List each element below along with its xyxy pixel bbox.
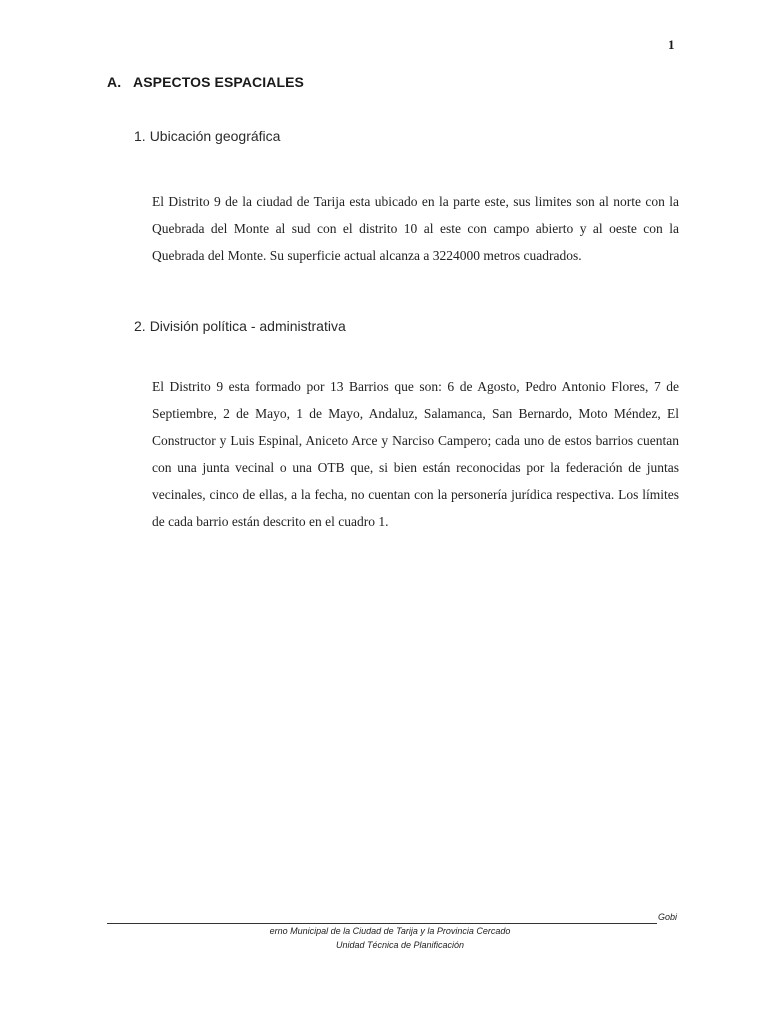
footer-rule bbox=[107, 923, 657, 924]
subheading-division bbox=[134, 318, 346, 334]
section-title: ASPECTOS ESPACIALES bbox=[133, 74, 304, 90]
subheading-ubicacion bbox=[134, 128, 280, 144]
paragraph-ubicacion: El Distrito 9 de la ciudad de Tarija esta ubicado en la parte este, sus limites son al norte con la Quebrada del Monte al sud con el distrito 10 al este con campo abierto y al oeste con la Quebrada del Monte. Su superficie actual alcanza a 3224000 metros cuadrados. bbox=[152, 194, 679, 263]
subheading-number: 1. bbox=[134, 128, 146, 144]
subheading-title: Ubicación geográfica bbox=[149, 128, 281, 144]
section-heading bbox=[107, 74, 304, 90]
section-letter: A. bbox=[107, 74, 122, 90]
subheading-number: 2. bbox=[134, 318, 146, 334]
subheading-title: División política - administrativa bbox=[149, 318, 346, 334]
footer-tail: Gobi bbox=[658, 912, 678, 922]
paragraph-division: El Distrito 9 esta formado por 13 Barrios que son: 6 de Agosto, Pedro Antonio Flores, 7 de Septiembre, 2 de Mayo, 1 de Mayo, Andaluz, Salamanca, San Bernardo, Moto Méndez, El Constructor y Luis Espinal, Aniceto Arce y Narciso Campero; cada uno de estos barrios cuentan con una junta vecinal o una OTB que, si bien están reconocidas por la federación de juntas vecinales, cinco de ellas, a la fecha, no cuentan con la personería jurídica respectiva. Los límites de cada barrio están descrito en el cuadro 1. bbox=[152, 379, 679, 529]
page-number: 1 bbox=[668, 37, 675, 52]
footer-unit: Unidad Técnica de Planificación bbox=[335, 940, 465, 950]
footer-institution: erno Municipal de la Ciudad de Tarija y la Provincia Cercado bbox=[269, 926, 511, 936]
